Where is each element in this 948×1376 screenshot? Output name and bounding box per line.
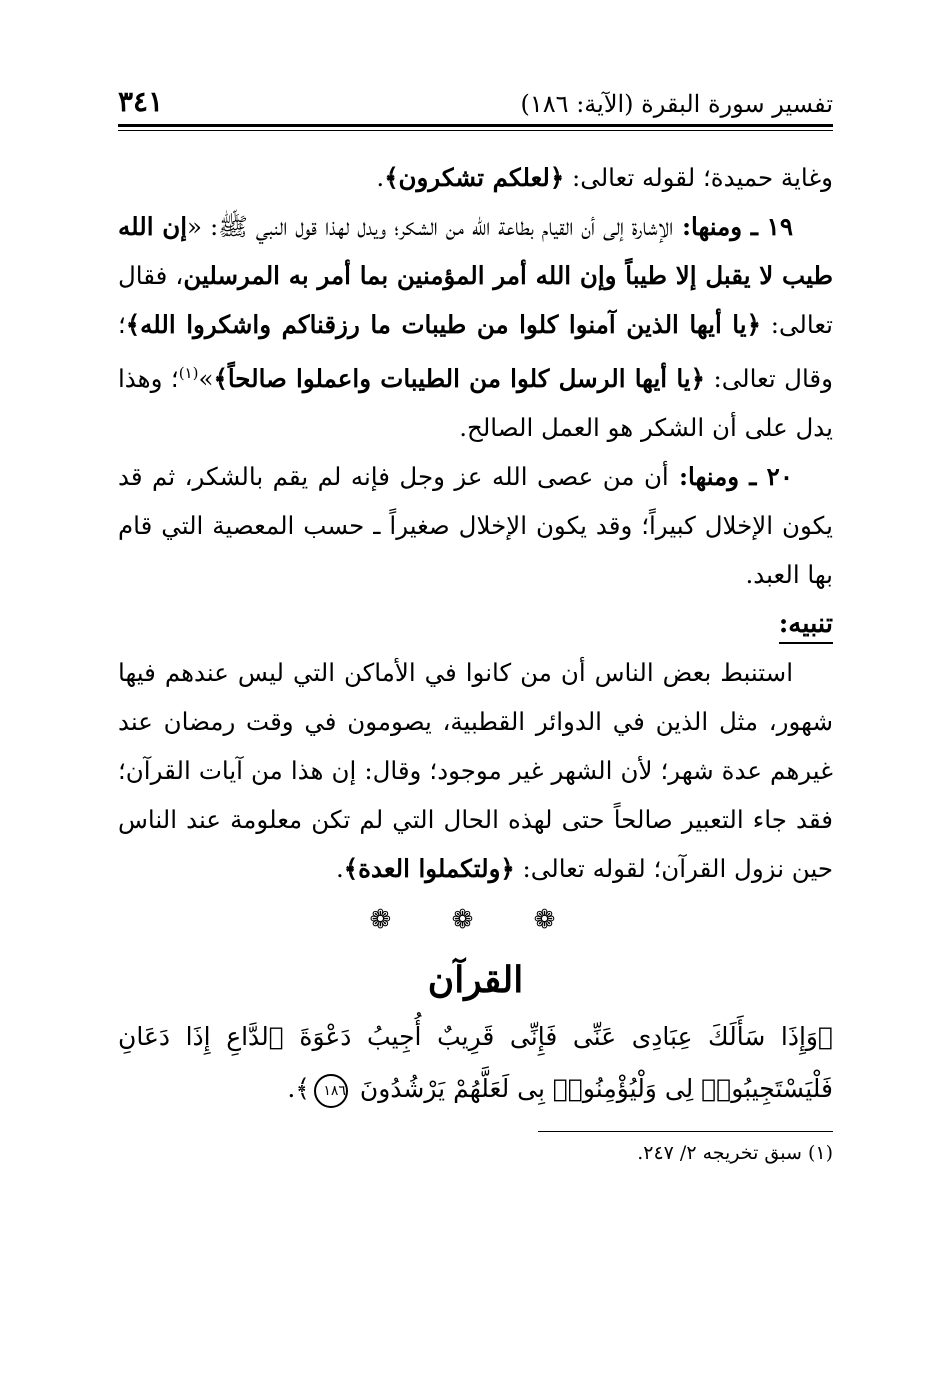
section-title: القرآن: [427, 959, 524, 1002]
header-rule: [118, 124, 833, 131]
quran-quote: ﴿ولتكملوا العدة﴾: [343, 854, 515, 884]
body-text: [118, 153, 833, 893]
ayah-number-badge: ١٨٦: [314, 1074, 348, 1108]
note-heading: تنبيه:: [779, 606, 833, 644]
paragraph-20: [118, 452, 833, 599]
paragraph-note: [118, 648, 833, 893]
text-span: أن من عصى الله عز وجل فإنه لم يقم بالشكر، ثم قد يكون الإخلال كبيراً؛ وقد يكون الإخلال صغيراً ـ حسب المعصية التي قام بها العبد.: [118, 462, 833, 590]
text-span: استنبط بعض الناس أن من كانوا في الأماكن التي ليس عندهم فيها شهور، مثل الذين في الدوائر القطبية، يصومون في وقت رمضان عند غيرهم عدة شهر؛ لأن الشهر غير موجود؛ وقال: إن هذا من آيات القرآن؛ فقد جاء التعبير صالحاً حتى لهذه الحال التي لم تكن معلومة عند الناس حين نزول القرآن؛ لقوله تعالى:: [118, 658, 833, 884]
quran-quote: ﴿لعلكم تشكرون﴾: [384, 163, 565, 192]
paragraph-19: [118, 202, 833, 452]
ayah-text: [118, 1011, 833, 1115]
text-span: وغاية حميدة؛ لقوله تعالى:: [564, 163, 833, 192]
quran-quote: ﴿يا أيها الذين آمنوا كلوا من طيبات ما رزقناكم واشكروا الله﴾: [125, 310, 761, 339]
hadith-quote: إن الله طيب لا يقبل إلا طيباً وإن الله أمر المؤمنين بما أمر به المرسلين: [118, 212, 834, 290]
text-span: ، فقال تعالى:: [118, 261, 833, 339]
ayah-body: ﴿وَإِذَا سَأَلَكَ عِبَادِى عَنِّى فَإِنِّى قَرِيبٌ أُجِيبُ دَعْوَةَ ٱلدَّاعِ إِذَا دَعَانِ فَلْيَسْتَجِيبُوا۟ لِى وَلْيُؤْمِنُوا۟ بِى لَعَلَّهُمْ يَرْشُدُونَ: [118, 1022, 833, 1104]
text-span: الإشارة إلى أن القيام بطاعة الله من الشكر؛ ويدل لهذا قول النبي ﷺ: «: [187, 212, 674, 241]
page: [118, 78, 833, 1348]
paragraph-intro: [118, 153, 833, 202]
footnote-marker[interactable]: (١): [178, 364, 199, 382]
running-title: تفسير سورة البقرة (الآية: ١٨٦): [520, 90, 833, 118]
page-number: ٣٤١: [118, 85, 164, 118]
point-number: ٢٠ ـ ومنها:: [668, 462, 793, 492]
quran-quote: ﴿يا أيها الرسل كلوا من الطيبات واعملوا صالحاً﴾: [213, 364, 705, 394]
footnote: (١) سبق تخريجه ٢/ ٢٤٧.: [637, 1142, 833, 1165]
footnote-rule: [538, 1131, 833, 1132]
point-number: ١٩ ـ ومنها:: [673, 212, 793, 241]
text-span: .: [376, 163, 385, 192]
text-span: »: [198, 364, 214, 394]
section-separator: ❁ ❁ ❁: [369, 905, 582, 936]
text-span: ؛ وهذا يدل على أن الشكر هو العمل الصالح.: [118, 364, 833, 443]
text-span: ؛ وقال تعالى:: [118, 310, 833, 394]
text-span: .: [335, 854, 344, 884]
ayah-end: ﴾.: [287, 1074, 310, 1104]
page-header: [118, 78, 833, 118]
